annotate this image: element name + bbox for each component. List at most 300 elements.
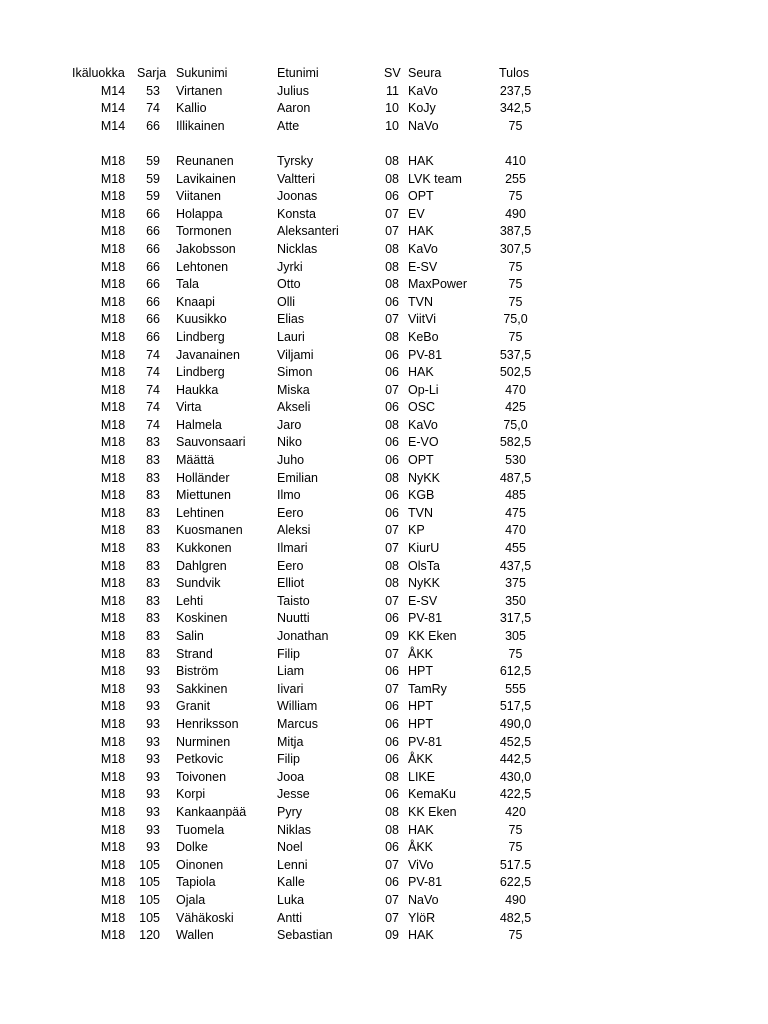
cell-tulos: 490,0 <box>499 716 532 731</box>
cell-etunimi: Juho <box>277 453 305 468</box>
cell-tulos: 425 <box>505 400 526 415</box>
cell-seura: NyKK <box>408 470 440 485</box>
cell-tulos: 410 <box>505 153 526 168</box>
cell-etunimi: Aleksi <box>277 523 311 538</box>
cell-sarja: 93 <box>146 787 160 802</box>
header-etunimi: Etunimi <box>277 66 319 80</box>
cell-sv: 10 <box>385 101 399 116</box>
cell-ikaluokka: M18 <box>100 382 126 397</box>
cell-sarja: 74 <box>146 417 160 432</box>
cell-ikaluokka: M14 <box>100 118 126 133</box>
cell-ikaluokka: M18 <box>100 769 126 784</box>
table-row <box>0 610 768 628</box>
cell-seura: NaVo <box>408 892 439 907</box>
table-row <box>0 276 768 294</box>
cell-sukunimi: Sauvonsaari <box>176 435 246 450</box>
cell-sv: 06 <box>385 716 399 731</box>
cell-tulos: 75 <box>508 259 523 274</box>
cell-etunimi: Aleksanteri <box>277 224 339 239</box>
cell-sv: 08 <box>385 329 399 344</box>
table-row <box>0 171 768 189</box>
cell-sv: 08 <box>385 259 399 274</box>
cell-etunimi: Mitja <box>277 734 304 749</box>
cell-sukunimi: Strand <box>176 646 213 661</box>
cell-sv: 06 <box>385 347 399 362</box>
cell-ikaluokka: M18 <box>100 541 126 556</box>
cell-ikaluokka: M18 <box>100 629 126 643</box>
cell-seura: HPT <box>408 664 433 679</box>
cell-sukunimi: Knaapi <box>176 294 215 309</box>
cell-seura: HPT <box>408 699 433 714</box>
cell-sukunimi: Haukka <box>176 382 219 397</box>
cell-sukunimi: Lavikainen <box>176 171 236 186</box>
cell-sarja: 93 <box>146 840 160 855</box>
cell-seura: HPT <box>408 716 433 731</box>
cell-seura: KeBo <box>408 329 439 344</box>
cell-sukunimi: Virta <box>176 400 202 415</box>
cell-tulos: 517.5 <box>499 857 532 872</box>
cell-seura: KGB <box>408 488 435 503</box>
cell-sukunimi: Biström <box>176 664 219 679</box>
cell-sv: 09 <box>385 629 399 643</box>
cell-tulos: 490 <box>505 892 526 907</box>
cell-sarja: 93 <box>146 804 160 819</box>
cell-seura: ViVo <box>408 857 434 872</box>
cell-tulos: 452,5 <box>499 734 532 749</box>
table-row <box>0 769 768 787</box>
results-sheet <box>0 65 768 945</box>
cell-ikaluokka: M18 <box>100 804 126 819</box>
cell-tulos: 442,5 <box>499 752 532 767</box>
cell-seura: E-SV <box>408 593 438 608</box>
cell-ikaluokka: M14 <box>100 83 126 98</box>
table-row <box>0 698 768 716</box>
table-row <box>0 311 768 329</box>
cell-seura: ÅKK <box>408 840 434 855</box>
cell-sv: 06 <box>385 488 399 503</box>
cell-tulos: 455 <box>505 541 526 556</box>
cell-etunimi: Ilmo <box>277 488 301 503</box>
cell-etunimi: Marcus <box>277 716 318 731</box>
cell-tulos: 430,0 <box>499 769 532 784</box>
cell-seura: EV <box>408 206 425 221</box>
cell-etunimi: Niko <box>277 435 303 450</box>
cell-sarja: 83 <box>146 629 160 643</box>
cell-ikaluokka: M18 <box>100 593 126 608</box>
cell-seura: KaVo <box>408 241 438 256</box>
cell-seura: ViitVi <box>408 312 437 327</box>
cell-etunimi: Nuutti <box>277 611 310 626</box>
table-row <box>0 434 768 452</box>
cell-sv: 06 <box>385 699 399 714</box>
cell-ikaluokka: M18 <box>100 417 126 432</box>
cell-sukunimi: Javanainen <box>176 347 240 362</box>
cell-etunimi: Nicklas <box>277 241 318 256</box>
cell-ikaluokka: M18 <box>100 259 126 274</box>
cell-sv: 11 <box>386 83 399 98</box>
cell-seura: LIKE <box>408 769 436 784</box>
table-row <box>0 347 768 365</box>
table-row <box>0 751 768 769</box>
cell-sarja: 66 <box>146 312 160 327</box>
table-row <box>0 505 768 523</box>
cell-tulos: 482,5 <box>499 910 532 925</box>
cell-sarja: 105 <box>139 875 160 890</box>
cell-sukunimi: Kuosmanen <box>176 523 243 538</box>
cell-ikaluokka: M14 <box>100 101 126 116</box>
table-row <box>0 628 768 646</box>
cell-ikaluokka: M18 <box>100 206 126 221</box>
cell-ikaluokka: M18 <box>100 523 126 538</box>
cell-ikaluokka: M18 <box>100 875 126 890</box>
cell-sarja: 93 <box>146 822 160 837</box>
cell-sukunimi: Lindberg <box>176 365 225 380</box>
cell-ikaluokka: M18 <box>100 752 126 767</box>
cell-sv: 08 <box>385 769 399 784</box>
cell-sv: 07 <box>385 541 399 556</box>
cell-sv: 06 <box>385 611 399 626</box>
table-row <box>0 100 768 118</box>
cell-seura: TVN <box>408 294 433 309</box>
cell-sarja: 120 <box>139 928 160 943</box>
cell-seura: KaVo <box>408 83 438 98</box>
cell-sv: 07 <box>385 382 399 397</box>
cell-sarja: 66 <box>146 241 160 256</box>
cell-sv: 08 <box>385 277 399 292</box>
cell-tulos: 305 <box>505 629 526 643</box>
table-row <box>0 540 768 558</box>
cell-tulos: 487,5 <box>499 470 532 485</box>
table-row <box>0 452 768 470</box>
table-row <box>0 874 768 892</box>
cell-ikaluokka: M18 <box>100 787 126 802</box>
cell-seura: KK Eken <box>408 804 457 819</box>
cell-ikaluokka: M18 <box>100 347 126 362</box>
cell-tulos: 75 <box>508 189 523 204</box>
header-sarja: Sarja <box>137 66 167 80</box>
cell-sarja: 105 <box>139 857 160 872</box>
cell-tulos: 350 <box>505 593 526 608</box>
cell-tulos: 437,5 <box>499 558 532 573</box>
cell-sukunimi: Illikainen <box>176 118 225 133</box>
cell-sv: 07 <box>385 206 399 221</box>
cell-sv: 07 <box>385 857 399 872</box>
cell-seura: PV-81 <box>408 347 443 362</box>
cell-tulos: 75 <box>508 277 523 292</box>
cell-ikaluokka: M18 <box>100 822 126 837</box>
cell-sukunimi: Miettunen <box>176 488 231 503</box>
table-row <box>0 927 768 945</box>
cell-tulos: 555 <box>505 681 526 696</box>
cell-sv: 06 <box>385 365 399 380</box>
cell-ikaluokka: M18 <box>100 312 126 327</box>
cell-ikaluokka: M18 <box>100 241 126 256</box>
cell-tulos: 490 <box>505 206 526 221</box>
cell-seura: KemaKu <box>408 787 456 802</box>
cell-ikaluokka: M18 <box>100 400 126 415</box>
cell-etunimi: William <box>277 699 318 714</box>
cell-etunimi: Luka <box>277 892 305 907</box>
cell-seura: HAK <box>408 153 434 168</box>
cell-ikaluokka: M18 <box>100 664 126 679</box>
cell-etunimi: Iivari <box>277 681 304 696</box>
cell-seura: KiurU <box>408 541 440 556</box>
table-row <box>0 118 768 136</box>
cell-tulos: 75,0 <box>503 312 528 327</box>
cell-etunimi: Aaron <box>277 101 311 116</box>
table-row <box>0 892 768 910</box>
cell-sukunimi: Vähäkoski <box>176 910 234 925</box>
cell-sukunimi: Petkovic <box>176 752 224 767</box>
cell-sukunimi: Nurminen <box>176 734 231 749</box>
table-row <box>0 382 768 400</box>
cell-tulos: 475 <box>505 505 526 520</box>
cell-sukunimi: Dolke <box>176 840 208 855</box>
cell-ikaluokka: M18 <box>100 840 126 855</box>
cell-sarja: 83 <box>146 505 160 520</box>
cell-sarja: 83 <box>146 470 160 485</box>
table-row <box>0 83 768 101</box>
cell-sarja: 83 <box>146 611 160 626</box>
cell-etunimi: Valtteri <box>277 171 315 186</box>
cell-seura: KoJy <box>408 101 436 116</box>
cell-sv: 07 <box>385 523 399 538</box>
cell-sarja: 83 <box>146 593 160 608</box>
cell-seura: HAK <box>408 822 434 837</box>
cell-etunimi: Emilian <box>277 470 318 485</box>
cell-ikaluokka: M18 <box>100 453 126 468</box>
cell-etunimi: Liam <box>277 664 305 679</box>
header-sv: SV <box>384 66 401 80</box>
cell-sv: 07 <box>385 892 399 907</box>
cell-etunimi: Elias <box>277 312 305 327</box>
cell-sv: 06 <box>385 294 399 309</box>
table-row <box>0 839 768 857</box>
cell-tulos: 255 <box>505 171 526 186</box>
cell-sarja: 83 <box>146 541 160 556</box>
cell-etunimi: Konsta <box>277 206 316 221</box>
cell-tulos: 530 <box>505 453 526 468</box>
table-row <box>0 223 768 241</box>
cell-sv: 08 <box>385 153 399 168</box>
cell-sv: 06 <box>385 664 399 679</box>
cell-tulos: 75 <box>508 840 523 855</box>
table-row <box>0 646 768 664</box>
cell-sukunimi: Lindberg <box>176 329 225 344</box>
cell-seura: E-SV <box>408 259 438 274</box>
cell-sv: 08 <box>385 171 399 186</box>
cell-sarja: 74 <box>146 382 160 397</box>
cell-seura: HAK <box>408 365 434 380</box>
cell-seura: PV-81 <box>408 611 443 626</box>
cell-sukunimi: Lehtinen <box>176 505 224 520</box>
cell-tulos: 75 <box>508 118 523 133</box>
cell-sarja: 83 <box>146 646 160 661</box>
cell-sarja: 66 <box>146 294 160 309</box>
cell-seura: TVN <box>408 505 433 520</box>
cell-sarja: 66 <box>146 118 160 133</box>
cell-ikaluokka: M18 <box>100 294 126 309</box>
cell-sukunimi: Kuusikko <box>176 312 227 327</box>
cell-sarja: 66 <box>146 224 160 239</box>
cell-sarja: 83 <box>146 453 160 468</box>
cell-sukunimi: Lehtonen <box>176 259 229 274</box>
cell-sukunimi: Reunanen <box>176 153 234 168</box>
cell-sukunimi: Koskinen <box>176 611 228 626</box>
cell-seura: MaxPower <box>408 277 468 292</box>
cell-ikaluokka: M18 <box>100 699 126 714</box>
table-row <box>0 734 768 752</box>
cell-seura: OSC <box>408 400 436 415</box>
cell-etunimi: Atte <box>277 118 300 133</box>
cell-sarja: 93 <box>146 769 160 784</box>
cell-seura: HAK <box>408 224 434 239</box>
table-row <box>0 417 768 435</box>
cell-tulos: 375 <box>505 576 526 591</box>
cell-ikaluokka: M18 <box>100 857 126 872</box>
table-row <box>0 259 768 277</box>
cell-etunimi: Simon <box>277 365 313 380</box>
cell-sv: 10 <box>385 118 399 133</box>
table-row <box>0 822 768 840</box>
cell-sarja: 93 <box>146 664 160 679</box>
cell-sukunimi: Virtanen <box>176 83 223 98</box>
cell-sv: 06 <box>385 453 399 468</box>
header-seura: Seura <box>408 66 442 80</box>
cell-sv: 07 <box>385 312 399 327</box>
cell-sv: 06 <box>385 840 399 855</box>
cell-etunimi: Jyrki <box>277 259 303 274</box>
cell-ikaluokka: M18 <box>100 189 126 204</box>
cell-sarja: 93 <box>146 681 160 696</box>
cell-seura: OPT <box>408 189 434 204</box>
cell-seura: YlöR <box>408 910 436 925</box>
table-row <box>0 294 768 312</box>
cell-seura: ÅKK <box>408 752 434 767</box>
cell-seura: KaVo <box>408 417 438 432</box>
cell-sarja: 74 <box>146 365 160 380</box>
cell-sarja: 93 <box>146 716 160 731</box>
cell-sarja: 66 <box>146 206 160 221</box>
cell-sukunimi: Henriksson <box>176 716 239 731</box>
cell-ikaluokka: M18 <box>100 435 126 450</box>
cell-etunimi: Ilmari <box>277 541 308 556</box>
cell-sarja: 74 <box>146 347 160 362</box>
cell-sarja: 93 <box>146 734 160 749</box>
cell-sukunimi: Jakobsson <box>176 241 236 256</box>
cell-sarja: 83 <box>146 435 160 450</box>
cell-ikaluokka: M18 <box>100 681 126 696</box>
cell-etunimi: Jesse <box>277 787 310 802</box>
cell-etunimi: Viljami <box>277 347 314 362</box>
table-row <box>0 241 768 259</box>
cell-ikaluokka: M18 <box>100 716 126 731</box>
cell-etunimi: Kalle <box>277 875 305 890</box>
cell-sarja: 74 <box>146 101 160 116</box>
cell-tulos: 342,5 <box>499 101 532 116</box>
table-row <box>0 575 768 593</box>
cell-sarja: 59 <box>146 189 160 204</box>
cell-sukunimi: Tormonen <box>176 224 232 239</box>
cell-sv: 06 <box>385 505 399 520</box>
cell-ikaluokka: M18 <box>100 365 126 380</box>
cell-sv: 07 <box>385 593 399 608</box>
cell-sv: 08 <box>385 241 399 256</box>
cell-sukunimi: Granit <box>176 699 211 714</box>
cell-tulos: 75,0 <box>503 417 528 432</box>
cell-sukunimi: Dahlgren <box>176 558 227 573</box>
table-row <box>0 470 768 488</box>
cell-sv: 06 <box>385 752 399 767</box>
cell-seura: LVK team <box>408 171 462 186</box>
cell-sukunimi: Wallen <box>176 928 214 943</box>
cell-ikaluokka: M18 <box>100 277 126 292</box>
cell-ikaluokka: M18 <box>100 171 126 186</box>
header-tulos: Tulos <box>499 66 530 80</box>
cell-sukunimi: Tapiola <box>176 875 216 890</box>
table-row <box>0 593 768 611</box>
table-row <box>0 399 768 417</box>
cell-ikaluokka: M18 <box>100 470 126 485</box>
cell-sukunimi: Viitanen <box>176 189 221 204</box>
cell-sarja: 59 <box>146 171 160 186</box>
cell-etunimi: Antti <box>277 910 303 925</box>
cell-sarja: 74 <box>146 400 160 415</box>
cell-sukunimi: Tala <box>176 277 199 292</box>
cell-tulos: 75 <box>508 822 523 837</box>
table-row <box>0 786 768 804</box>
cell-sukunimi: Ojala <box>176 892 206 907</box>
cell-tulos: 75 <box>508 329 523 344</box>
cell-sukunimi: Holländer <box>176 470 230 485</box>
cell-etunimi: Eero <box>277 505 304 520</box>
header-ikaluokka: Ikäluokka <box>72 66 125 80</box>
cell-sarja: 93 <box>146 752 160 767</box>
header-sukunimi: Sukunimi <box>176 66 228 80</box>
cell-sv: 08 <box>385 804 399 819</box>
cell-tulos: 470 <box>505 382 526 397</box>
cell-seura: NaVo <box>408 118 439 133</box>
cell-sukunimi: Halmela <box>176 417 222 432</box>
cell-sarja: 83 <box>146 576 160 591</box>
cell-tulos: 612,5 <box>499 664 532 679</box>
cell-etunimi: Eero <box>277 558 304 573</box>
table-row <box>0 153 768 171</box>
cell-ikaluokka: M18 <box>100 488 126 503</box>
cell-etunimi: Akseli <box>277 400 311 415</box>
cell-sukunimi: Lehti <box>176 593 204 608</box>
cell-tulos: 75 <box>508 928 523 943</box>
cell-sukunimi: Tuomela <box>176 822 225 837</box>
cell-sukunimi: Määttä <box>176 453 215 468</box>
cell-etunimi: Filip <box>277 752 300 767</box>
table-row <box>0 135 768 153</box>
cell-etunimi: Pyry <box>277 804 302 819</box>
table-row <box>0 804 768 822</box>
cell-sarja: 66 <box>146 329 160 344</box>
cell-tulos: 537,5 <box>499 347 532 362</box>
cell-sarja: 53 <box>146 83 160 98</box>
cell-sukunimi: Holappa <box>176 206 223 221</box>
cell-tulos: 387,5 <box>499 224 532 239</box>
cell-sv: 06 <box>385 875 399 890</box>
cell-sv: 08 <box>385 576 399 591</box>
cell-sv: 08 <box>385 558 399 573</box>
cell-tulos: 420 <box>505 804 526 819</box>
cell-etunimi: Elliot <box>277 576 305 591</box>
cell-sarja: 83 <box>146 558 160 573</box>
cell-sarja: 59 <box>146 153 160 168</box>
